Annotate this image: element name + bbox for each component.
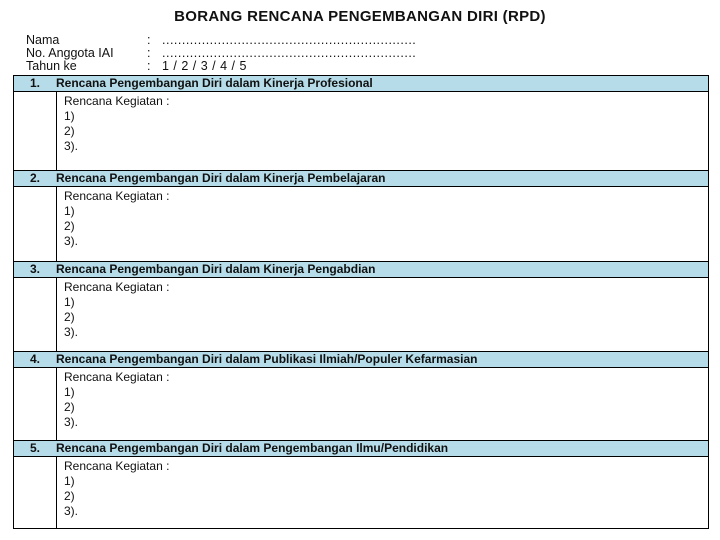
indent-line bbox=[56, 278, 57, 351]
section-body bbox=[14, 187, 708, 262]
kegiatan-item: 3). bbox=[64, 325, 79, 339]
section-header bbox=[14, 441, 708, 457]
kegiatan-item: 2) bbox=[64, 310, 75, 324]
rencana-kegiatan-label: Rencana Kegiatan : bbox=[64, 280, 170, 294]
kegiatan-item: 1) bbox=[64, 295, 75, 309]
section-title: Rencana Pengembangan Diri dalam Pengembangan Ilmu/Pendidikan bbox=[56, 441, 449, 455]
section-number: 5. bbox=[30, 441, 41, 455]
field-value: ................................................................ bbox=[162, 33, 417, 47]
kegiatan-item: 2) bbox=[64, 124, 75, 138]
indent-line bbox=[56, 92, 57, 171]
field-label: Nama bbox=[26, 33, 60, 47]
section-number: 2. bbox=[30, 171, 41, 185]
kegiatan-item: 3). bbox=[64, 504, 79, 518]
field-value: ................................................................ bbox=[162, 46, 417, 60]
section-title: Rencana Pengembangan Diri dalam Kinerja Profesional bbox=[56, 76, 373, 90]
rencana-kegiatan-label: Rencana Kegiatan : bbox=[64, 459, 170, 473]
kegiatan-item: 2) bbox=[64, 400, 75, 414]
section-header bbox=[14, 171, 708, 187]
kegiatan-item: 1) bbox=[64, 385, 75, 399]
indent-line bbox=[56, 187, 57, 262]
rencana-kegiatan-label: Rencana Kegiatan : bbox=[64, 189, 170, 203]
field-value: 1 / 2 / 3 / 4 / 5 bbox=[162, 59, 247, 73]
field-label: Tahun ke bbox=[26, 59, 77, 73]
form-title: BORANG RENCANA PENGEMBANGAN DIRI (RPD) bbox=[174, 8, 546, 25]
section-header bbox=[14, 262, 708, 278]
section-body bbox=[14, 278, 708, 351]
kegiatan-item: 1) bbox=[64, 474, 75, 488]
section-body bbox=[14, 92, 708, 171]
field-colon: : bbox=[147, 59, 151, 73]
indent-line bbox=[56, 457, 57, 528]
rpd-form-table bbox=[13, 75, 709, 529]
section-header bbox=[14, 76, 708, 92]
kegiatan-item: 3). bbox=[64, 139, 79, 153]
section-body bbox=[14, 368, 708, 441]
rencana-kegiatan-label: Rencana Kegiatan : bbox=[64, 370, 170, 384]
section-body bbox=[14, 457, 708, 528]
section-title: Rencana Pengembangan Diri dalam Kinerja Pembelajaran bbox=[56, 171, 386, 185]
kegiatan-item: 3). bbox=[64, 415, 79, 429]
section-number: 4. bbox=[30, 352, 41, 366]
indent-line bbox=[56, 368, 57, 441]
section-title: Rencana Pengembangan Diri dalam Kinerja Pengabdian bbox=[56, 262, 376, 276]
section-number: 3. bbox=[30, 262, 41, 276]
section-number: 1. bbox=[30, 76, 41, 90]
kegiatan-item: 3). bbox=[64, 234, 79, 248]
rencana-kegiatan-label: Rencana Kegiatan : bbox=[64, 94, 170, 108]
section-header bbox=[14, 352, 708, 368]
kegiatan-item: 1) bbox=[64, 204, 75, 218]
kegiatan-item: 2) bbox=[64, 219, 75, 233]
field-colon: : bbox=[147, 33, 151, 47]
section-title: Rencana Pengembangan Diri dalam Publikasi Ilmiah/Populer Kefarmasian bbox=[56, 352, 478, 366]
kegiatan-item: 1) bbox=[64, 109, 75, 123]
field-label: No. Anggota IAI bbox=[26, 46, 114, 60]
kegiatan-item: 2) bbox=[64, 489, 75, 503]
field-colon: : bbox=[147, 46, 151, 60]
